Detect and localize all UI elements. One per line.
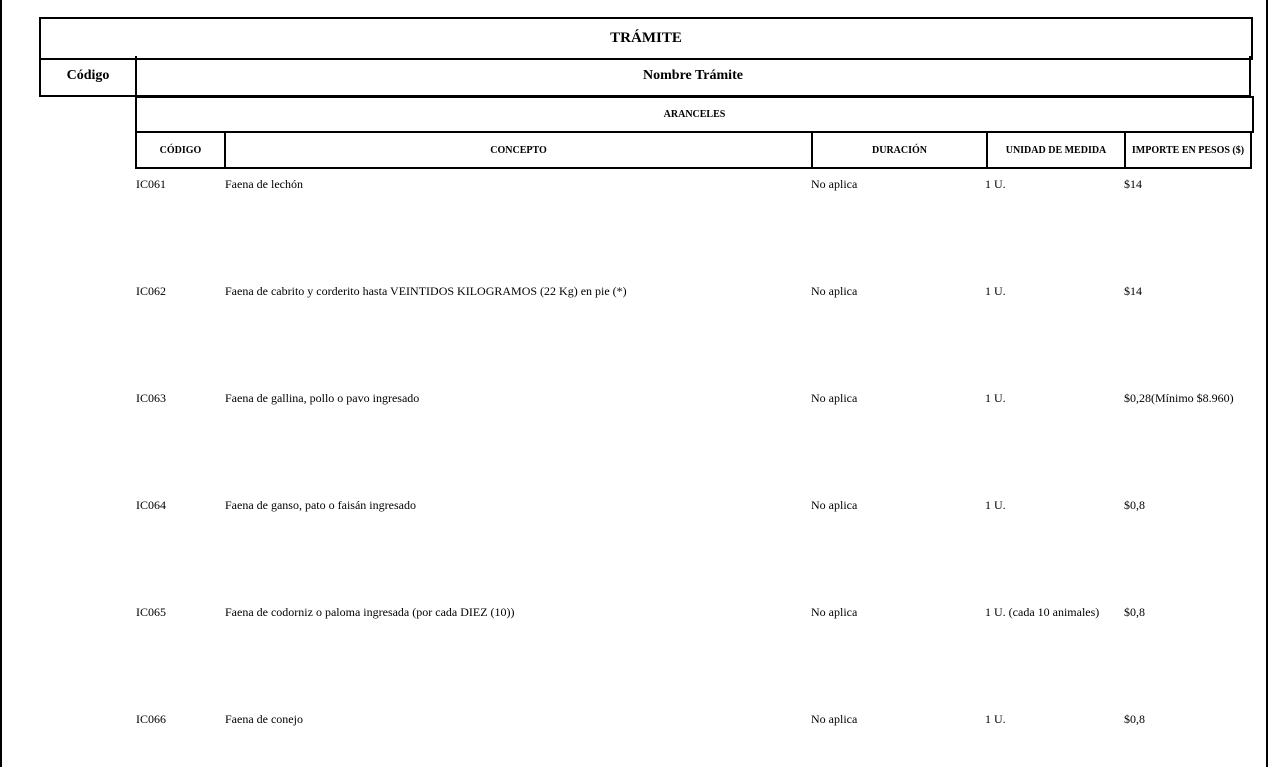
column-unidad: UNIDAD DE MEDIDA — [986, 131, 1124, 167]
row-importe: $0,28(Mínimo $8.960) — [1124, 391, 1234, 405]
row-concepto: Faena de lechón — [225, 177, 303, 191]
row-importe: $0,8 — [1124, 712, 1145, 726]
row-importe: $0,8 — [1124, 605, 1145, 619]
row-unidad: 1 U. — [985, 712, 1006, 726]
row-concepto: Faena de ganso, pato o faisán ingresado — [225, 498, 416, 512]
table-row — [135, 605, 1255, 625]
row-duracion: No aplica — [811, 391, 858, 405]
row-importe: $14 — [1124, 177, 1142, 191]
row-duracion: No aplica — [811, 605, 858, 619]
row-concepto: Faena de cabrito y corderito hasta VEINTIDOS KILOGRAMOS (22 Kg) en pie (*) — [225, 284, 627, 298]
row-duracion: No aplica — [811, 177, 858, 191]
nombre-tramite-header: Nombre Trámite — [137, 56, 1251, 97]
table-row — [135, 284, 1255, 304]
row-duracion: No aplica — [811, 284, 858, 298]
row-concepto: Faena de gallina, pollo o pavo ingresado — [225, 391, 420, 405]
row-unidad: 1 U. — [985, 284, 1006, 298]
row-importe: $14 — [1124, 284, 1142, 298]
row-concepto: Faena de codorniz o paloma ingresada (por cada DIEZ (10)) — [225, 605, 515, 619]
row-codigo: IC064 — [136, 498, 166, 512]
row-codigo: IC061 — [136, 177, 166, 191]
row-duracion: No aplica — [811, 712, 858, 726]
row-unidad: 1 U. (cada 10 animales) — [985, 605, 1100, 619]
row-unidad: 1 U. — [985, 177, 1006, 191]
row-codigo: IC066 — [136, 712, 166, 726]
columns-header — [135, 131, 1252, 169]
column-codigo: CÓDIGO — [135, 131, 224, 167]
tramite-header: TRÁMITE — [39, 17, 1253, 60]
column-duracion: DURACIÓN — [811, 131, 986, 167]
row-unidad: 1 U. — [985, 498, 1006, 512]
page-right-border — [1266, 0, 1268, 767]
column-concepto: CONCEPTO — [224, 131, 811, 167]
table-row — [135, 391, 1255, 411]
table-row — [135, 498, 1255, 518]
row-unidad: 1 U. — [985, 391, 1006, 405]
row-codigo: IC063 — [136, 391, 166, 405]
row-codigo: IC065 — [136, 605, 166, 619]
page-left-border — [0, 0, 2, 767]
row-codigo: IC062 — [136, 284, 166, 298]
aranceles-header: ARANCELES — [135, 96, 1254, 133]
row-importe: $0,8 — [1124, 498, 1145, 512]
tramite-subheader — [39, 56, 1251, 97]
codigo-header: Código — [39, 56, 137, 97]
column-importe: IMPORTE EN PESOS ($) — [1124, 131, 1252, 167]
table-row — [135, 177, 1255, 197]
row-concepto: Faena de conejo — [225, 712, 303, 726]
table-row — [135, 712, 1255, 732]
row-duracion: No aplica — [811, 498, 858, 512]
